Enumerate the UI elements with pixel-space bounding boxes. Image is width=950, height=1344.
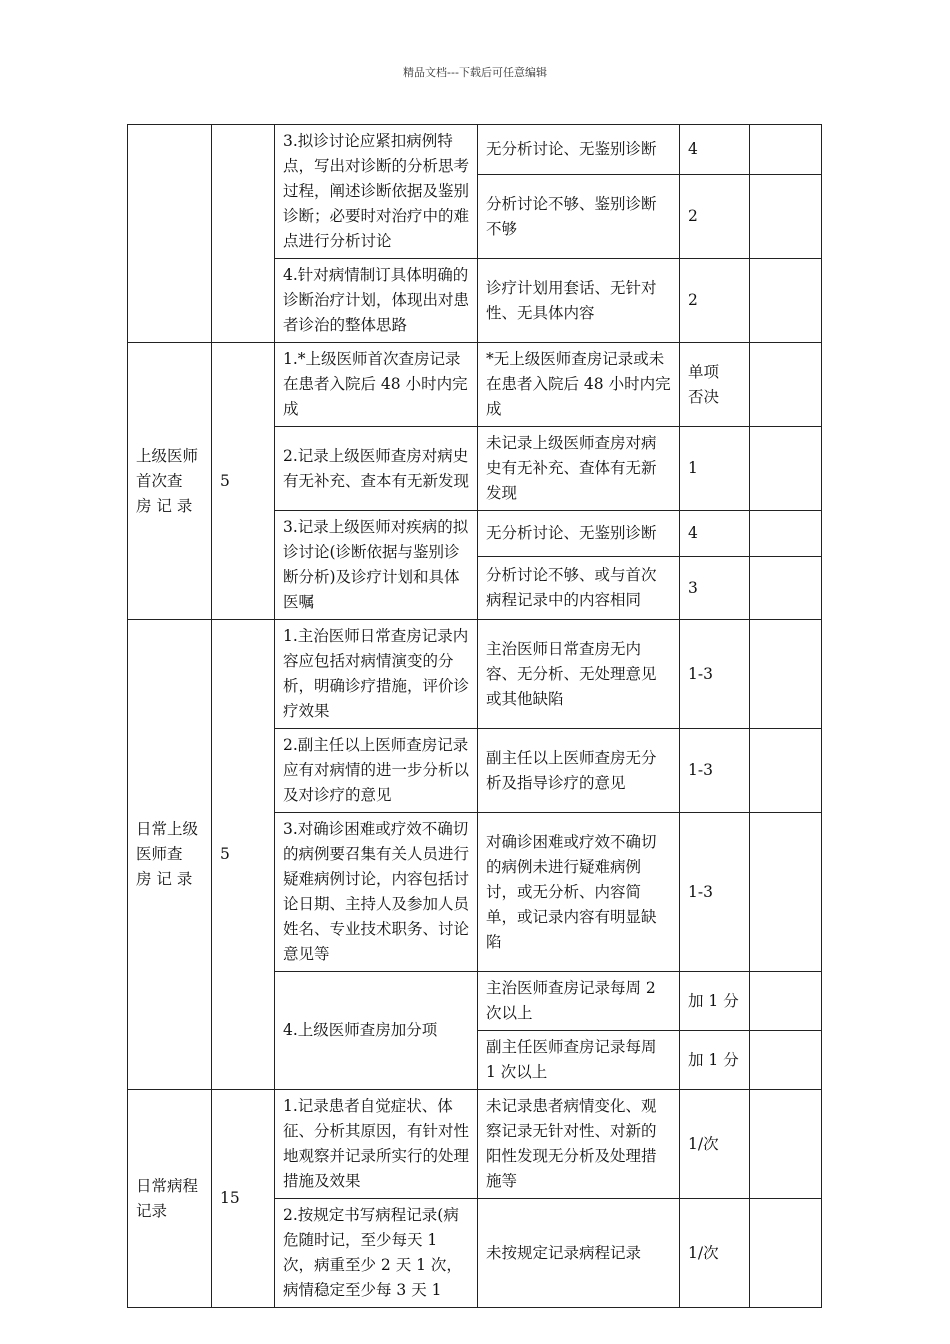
deduction-cell: 未记录上级医师查房对病史有无补充、查体有无新发现 (478, 427, 680, 511)
requirement-cell: 2.按规定书写病程记录(病危随时记，至少每天 1 次，病重至少 2 天 1 次，病情稳定至少每 3 天 1 (275, 1199, 478, 1308)
requirement-cell: 4.上级医师查房加分项 (275, 972, 478, 1090)
score-cell: 1-3 (680, 813, 750, 972)
table-row (128, 125, 822, 175)
score-cell: 1-3 (680, 729, 750, 813)
scoring-table (127, 124, 822, 1308)
deduction-cell: 主治医师查房记录每周 2 次以上 (478, 972, 680, 1031)
category-cell: 日常病程 记录 (128, 1090, 212, 1308)
score-cell: 2 (680, 259, 750, 343)
deduction-cell: 未按规定记录病程记录 (478, 1199, 680, 1308)
score-cell: 加 1 分 (680, 972, 750, 1031)
requirement-cell: 1.主治医师日常查房记录内容应包括对病情演变的分析，明确诊疗措施，评价诊疗效果 (275, 620, 478, 729)
blank-cell (750, 557, 822, 620)
score-cell: 1/次 (680, 1090, 750, 1199)
page-header: 精品文档---下载后可任意编辑 (403, 66, 547, 79)
score-cell: 1-3 (680, 620, 750, 729)
requirement-cell: 3.记录上级医师对疾病的拟诊讨论(诊断依据与鉴别诊断分析)及诊疗计划和具体医嘱 (275, 511, 478, 620)
table-row (128, 1090, 822, 1199)
requirement-cell: 1.记录患者自觉症状、体征、分析其原因，有针对性地观察并记录所实行的处理措施及效果 (275, 1090, 478, 1199)
points-cell: 5 (212, 620, 275, 1090)
requirement-cell: 1.*上级医师首次查房记录在患者入院后 48 小时内完成 (275, 343, 478, 427)
category-cell: 日常上级 医师查 房 记 录 (128, 620, 212, 1090)
blank-cell (750, 259, 822, 343)
score-cell: 3 (680, 557, 750, 620)
score-cell: 1 (680, 427, 750, 511)
deduction-cell: 未记录患者病情变化、观察记录无针对性、对新的阳性发现无分析及处理措施等 (478, 1090, 680, 1199)
blank-cell (750, 813, 822, 972)
requirement-cell: 2.副主任以上医师查房记录应有对病情的进一步分析以及对诊疗的意见 (275, 729, 478, 813)
score-cell: 4 (680, 125, 750, 175)
blank-cell (750, 511, 822, 557)
points-cell: 15 (212, 1090, 275, 1308)
score-cell: 4 (680, 511, 750, 557)
deduction-cell: 分析讨论不够、鉴别诊断不够 (478, 175, 680, 259)
blank-cell (750, 125, 822, 175)
requirement-cell: 4.针对病情制订具体明确的诊断治疗计划，体现出对患者诊治的整体思路 (275, 259, 478, 343)
category-cell: 上级医师 首次查 房 记 录 (128, 343, 212, 620)
deduction-cell: 对确诊困难或疗效不确切的病例未进行疑难病例讨，或无分析、内容简单，或记录内容有明显缺陷 (478, 813, 680, 972)
blank-cell (750, 1199, 822, 1308)
deduction-cell: 副主任医师查房记录每周 1 次以上 (478, 1031, 680, 1090)
requirement-cell: 2.记录上级医师查房对病史有无补充、查本有无新发现 (275, 427, 478, 511)
table-row (128, 620, 822, 729)
category-cell (128, 125, 212, 343)
score-cell: 加 1 分 (680, 1031, 750, 1090)
table-row (128, 343, 822, 427)
requirement-cell: 3.对确诊困难或疗效不确切的病例要召集有关人员进行疑难病例讨论，内容包括讨论日期、主持人及参加人员姓名、专业技术职务、讨论意见等 (275, 813, 478, 972)
points-cell: 5 (212, 343, 275, 620)
deduction-cell: 无分析讨论、无鉴别诊断 (478, 511, 680, 557)
score-cell: 2 (680, 175, 750, 259)
deduction-cell: 副主任以上医师查房无分析及指导诊疗的意见 (478, 729, 680, 813)
points-cell (212, 125, 275, 343)
deduction-cell: 诊疗计划用套话、无针对性、无具体内容 (478, 259, 680, 343)
blank-cell (750, 343, 822, 427)
deduction-cell: 主治医师日常查房无内容、无分析、无处理意见或其他缺陷 (478, 620, 680, 729)
blank-cell (750, 620, 822, 729)
deduction-cell: 分析讨论不够、或与首次病程记录中的内容相同 (478, 557, 680, 620)
score-cell: 1/次 (680, 1199, 750, 1308)
score-cell: 单项 否决 (680, 343, 750, 427)
blank-cell (750, 729, 822, 813)
blank-cell (750, 427, 822, 511)
requirement-cell: 3.拟诊讨论应紧扣病例特点，写出对诊断的分析思考过程，阐述诊断依据及鉴别诊断；必要时对治疗中的难点进行分析讨论 (275, 125, 478, 259)
blank-cell (750, 175, 822, 259)
blank-cell (750, 1090, 822, 1199)
deduction-cell: 无分析讨论、无鉴别诊断 (478, 125, 680, 175)
deduction-cell: *无上级医师查房记录或未在患者入院后 48 小时内完成 (478, 343, 680, 427)
blank-cell (750, 1031, 822, 1090)
blank-cell (750, 972, 822, 1031)
